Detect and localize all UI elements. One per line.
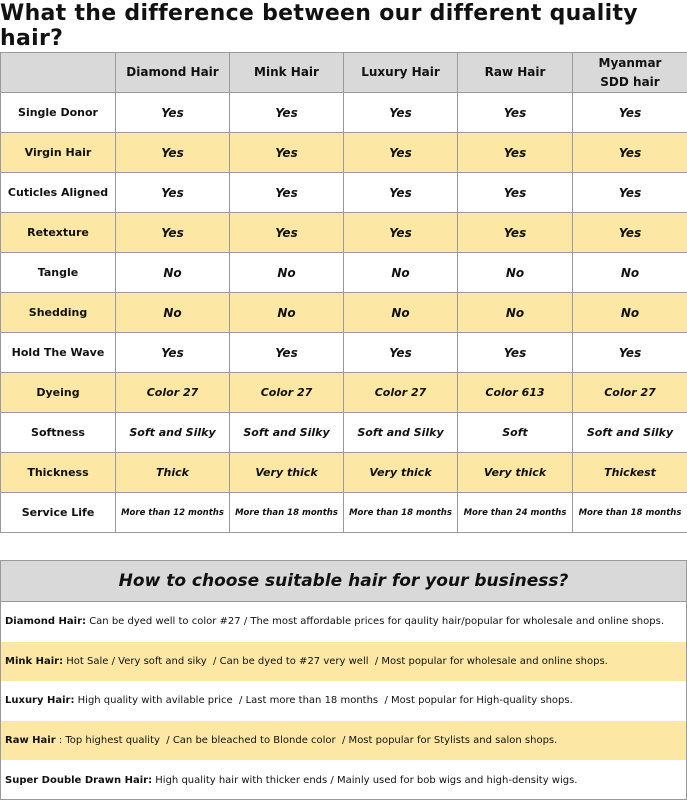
table-cell: More than 18 months	[573, 493, 687, 533]
table-cell: More than 12 months	[116, 493, 230, 533]
table-cell: No	[573, 253, 687, 293]
table-cell: Yes	[344, 173, 458, 213]
table-cell: Color 613	[458, 373, 573, 413]
selection-guide	[0, 560, 687, 800]
table-cell: Soft and Silky	[230, 413, 344, 453]
table-cell: Yes	[344, 213, 458, 253]
table-cell: No	[573, 293, 687, 333]
table-cell: No	[116, 293, 230, 333]
table-cell: Color 27	[230, 373, 344, 413]
guide-item-raw	[1, 721, 686, 761]
comparison-table	[0, 52, 687, 533]
column-header-diamond: Diamond Hair	[116, 53, 230, 93]
column-header-raw: Raw Hair	[458, 53, 573, 93]
table-cell: Very thick	[230, 453, 344, 493]
guide-item-name: Mink Hair:	[5, 655, 64, 667]
table-row	[1, 293, 687, 333]
table-cell: Yes	[573, 93, 687, 133]
table-row	[1, 493, 687, 533]
table-cell: Very thick	[458, 453, 573, 493]
table-cell: Thick	[116, 453, 230, 493]
table-cell: Soft and Silky	[116, 413, 230, 453]
table-cell: No	[344, 253, 458, 293]
guide-item-name: Diamond Hair:	[5, 616, 87, 628]
table-row	[1, 373, 687, 413]
guide-item-text: High quality hair with thicker ends / Mainly used for bob wigs and high-density wigs.	[152, 774, 578, 786]
table-cell: Yes	[230, 93, 344, 133]
table-cell: More than 18 months	[230, 493, 344, 533]
guide-item-luxury	[1, 681, 686, 721]
table-cell: Color 27	[116, 373, 230, 413]
table-cell: No	[458, 253, 573, 293]
table-cell: Yes	[116, 213, 230, 253]
column-header-myanmar: Myanmar SDD hair	[573, 53, 687, 93]
table-cell: No	[116, 253, 230, 293]
table-cell: Thickest	[573, 453, 687, 493]
table-corner-cell	[1, 53, 116, 93]
table-cell: Yes	[116, 333, 230, 373]
table-cell: Yes	[458, 93, 573, 133]
row-label: Thickness	[1, 453, 116, 493]
table-cell: No	[230, 293, 344, 333]
column-header-mink: Mink Hair	[230, 53, 344, 93]
table-cell: Yes	[230, 133, 344, 173]
row-label: Retexture	[1, 213, 116, 253]
guide-item-text: High quality with avilable price / Last more than 18 months / Most popular for High-quality shops.	[74, 695, 573, 707]
table-cell: Yes	[458, 213, 573, 253]
guide-item-sdd	[1, 760, 686, 800]
page-title: What the difference between our different quality hair?	[0, 1, 638, 51]
table-cell: Yes	[344, 133, 458, 173]
table-cell: No	[344, 293, 458, 333]
table-row	[1, 413, 687, 453]
table-cell: Yes	[230, 213, 344, 253]
table-cell: Yes	[116, 93, 230, 133]
row-label: Virgin Hair	[1, 133, 116, 173]
guide-item-text: Hot Sale / Very soft and siky / Can be dyed to #27 very well / Most popular for wholesale and online shops.	[63, 655, 608, 667]
guide-item-name: Super Double Drawn Hair:	[5, 774, 153, 786]
guide-item-name: Luxury Hair:	[5, 695, 75, 707]
table-cell: Yes	[116, 133, 230, 173]
table-row	[1, 213, 687, 253]
section-spacer	[0, 534, 687, 560]
row-label: Hold The Wave	[1, 333, 116, 373]
table-cell: Yes	[573, 133, 687, 173]
table-cell: Yes	[344, 333, 458, 373]
table-cell: Yes	[344, 93, 458, 133]
column-header-luxury: Luxury Hair	[344, 53, 458, 93]
table-row	[1, 453, 687, 493]
row-label: Shedding	[1, 293, 116, 333]
row-label: Service Life	[1, 493, 116, 533]
table-cell: No	[458, 293, 573, 333]
table-row	[1, 93, 687, 133]
table-cell: Yes	[458, 173, 573, 213]
table-cell: More than 24 months	[458, 493, 573, 533]
row-label: Single Donor	[1, 93, 116, 133]
guide-item-mink	[1, 642, 686, 682]
guide-item-text: : Top highest quality / Can be bleached to Blonde color / Most popular for Stylists and salon shops.	[55, 735, 558, 747]
row-label: Softness	[1, 413, 116, 453]
table-cell: Color 27	[573, 373, 687, 413]
table-cell: Yes	[230, 333, 344, 373]
table-cell: No	[230, 253, 344, 293]
guide-item-name: Raw Hair	[5, 735, 56, 747]
table-cell: Yes	[458, 333, 573, 373]
table-row	[1, 133, 687, 173]
table-cell: Yes	[573, 213, 687, 253]
table-cell: Yes	[230, 173, 344, 213]
table-cell: Yes	[573, 333, 687, 373]
table-cell: Yes	[573, 173, 687, 213]
table-cell: Very thick	[344, 453, 458, 493]
table-row	[1, 253, 687, 293]
guide-item-diamond	[1, 602, 686, 642]
table-cell: Yes	[116, 173, 230, 213]
table-cell: Soft and Silky	[573, 413, 687, 453]
table-cell: Color 27	[344, 373, 458, 413]
table-row	[1, 333, 687, 373]
row-label: Cuticles Aligned	[1, 173, 116, 213]
row-label: Tangle	[1, 253, 116, 293]
row-label: Dyeing	[1, 373, 116, 413]
table-cell: Soft and Silky	[344, 413, 458, 453]
guide-title: How to choose suitable hair for your business?	[1, 561, 686, 602]
table-cell: More than 18 months	[344, 493, 458, 533]
guide-item-text: Can be dyed well to color #27 / The most affordable prices for qaulity hair/popular for wholesale and online shops.	[86, 616, 664, 628]
table-row	[1, 173, 687, 213]
table-cell: Yes	[458, 133, 573, 173]
table-cell: Soft	[458, 413, 573, 453]
